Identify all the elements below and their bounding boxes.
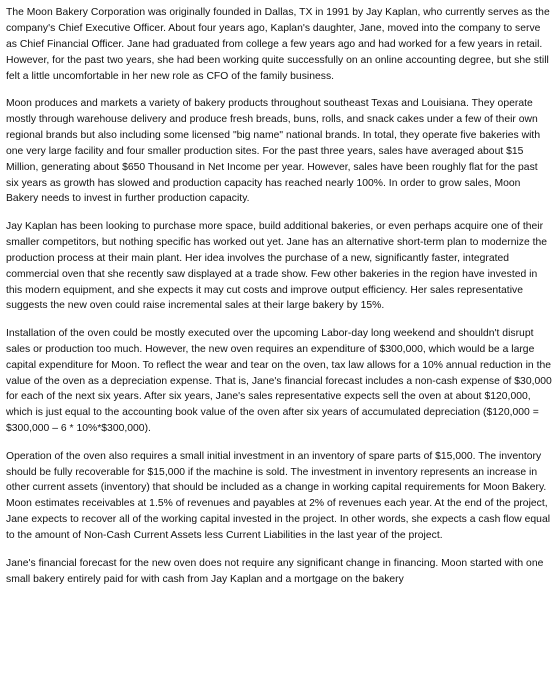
paragraph-financing: Jane's financial forecast for the new oven does not require any significant change in financing. Moon started with one small bakery entirely paid for with cash from Jay Kaplan and a mortgage on the bakery xyxy=(6,557,544,585)
paragraph-operations: Moon produces and markets a variety of bakery products throughout southeast Texas and Louisiana. They operate mostly through warehouse delivery and produce fresh breads, buns, rolls, and snack cakes under a few of their own regional brands but also including some licensed "big name" national brands. In total, they operate five bakeries with one very large facility and four smaller production sites. For the past three years, sales have averaged about $15 Million, generating about $650 Thousand in Net Income per year. However, sales have been roughly flat for the past six years as growth has slowed and production capacity has reached nearly 100%. In order to grow sales, Moon Bakery needs to invest in further production capacity. xyxy=(6,98,541,205)
paragraph-company-history: The Moon Bakery Corporation was originally founded in Dallas, TX in 1991 by Jay Kaplan, who currently serves as the company's Chief Executive Officer. About four years ago, Kaplan's daughter, Jane, moved into the company to serve as Chief Financial Officer. Jane had graduated from college a few years ago and had worked for a few years in retail. However, for the past two years, she had been working quite successfully on an online accounting degree, but she still felt a little uncomfortable in her new role as CFO of the family business. xyxy=(6,7,550,82)
paragraph-oven-installation: Installation of the oven could be mostly executed over the upcoming Labor-day long weekend and shouldn't disrupt sales or production too much. However, the new oven requires an expenditure of $300,000, which would be a large capital expenditure for Moon. To reflect the wear and tear on the oven, tax law allows for a 10% annual reduction in the value of the oven as a depreciation expense. That is, Jane's financial forecast includes a non-cash expense of $30,000 for each of the next six years. After six years, Jane's sales representative expects sell the oven at about $120,000, which is just equal to the accounting book value of the oven after six years of accumulated depreciation ($120,000 = $300,000 – 6 * 10%*$300,000). xyxy=(6,327,552,435)
paragraph-working-capital: Operation of the oven also requires a small initial investment in an inventory of spare parts of $15,000. The inventory should be fully recoverable for $15,000 if the machine is sold. The investment in inventory represents an increase in other current assets (inventory) that should be included as a change in working capital requirements for Moon Bakery. Moon estimates receivables at 1.5% of revenues and payables at 2% of revenues each year. At the end of the project, Jane expects to recover all of the working capital invested in the project. In other words, she expects a cash flow equal to the amount of Non-Cash Current Assets less Current Liabilities in the last year of the project. xyxy=(6,450,551,542)
paragraph-oven-proposal: Jay Kaplan has been looking to purchase more space, build additional bakeries, or even perhaps acquire one of their smaller competitors, but nothing specific has worked out yet. Jane has an alternative short-term plan to modernize the production process at their main plant. Her idea involves the purchase of a new, significantly faster, integrated commercial oven that she recently saw displayed at a trade show. Few other bakeries in the region have invested in this modern equipment, and she expects it may cut costs and improve output efficiency. Her sales representative suggests the new oven could raise incremental sales at their large bakery by 15%. xyxy=(6,220,548,312)
document-body xyxy=(6,5,552,599)
